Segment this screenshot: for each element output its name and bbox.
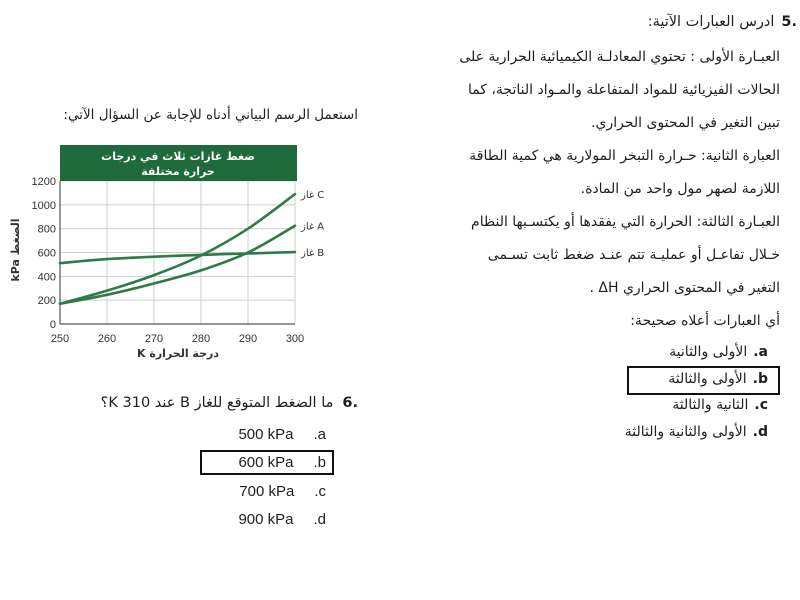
statement-line: العبارة الثانية: حـرارة التبخر المولارية هي كمية الطاقة: [469, 148, 780, 164]
option-text: الأولى والثانية والثالثة: [624, 424, 747, 441]
option-label: .b: [313, 454, 326, 472]
series-label: غاز C: [301, 190, 325, 202]
option-label: .b: [752, 370, 768, 387]
question-5-number: 5.: [781, 14, 797, 30]
statement-line: خـلال تفاعـل أو عمليـة تتم عنـد ضغط ثابت تسـمى: [487, 247, 780, 263]
x-tick-label: 250: [50, 333, 70, 345]
series-line: [60, 194, 295, 304]
answer-highlight-box: [627, 366, 780, 395]
y-tick-label: 200: [37, 295, 56, 308]
y-tick-label: 600: [37, 247, 56, 260]
gas-pressure-chart: [0, 140, 400, 370]
statement-line: تبين التغير في المحتوى الحراري.: [591, 115, 780, 131]
series-label: غاز A: [301, 221, 325, 233]
option-text: 700 kPa: [239, 482, 295, 500]
question-6-text: ما الضغط المتوقع للغاز B عند 310 K؟: [100, 395, 334, 411]
option-label: .d: [752, 424, 768, 441]
y-tick-label: 1200: [31, 176, 56, 188]
option-label: .d: [313, 510, 326, 528]
question-6-header: [101, 392, 358, 414]
question-6-options: [238, 421, 326, 534]
x-tick-label: 270: [144, 333, 164, 345]
chart-legend: [300, 190, 324, 259]
series-line: [60, 252, 295, 263]
option-d: [625, 419, 768, 446]
x-tick-label: 290: [238, 333, 258, 345]
question-5-title: ادرس العبارات الآتية:: [647, 14, 775, 30]
question-5-statements: [400, 41, 780, 338]
statement-line: الحالات الفيزيائية للمواد المتفاعلة والمـواد الناتجة، كما: [467, 82, 780, 98]
chart-title-line-1: ضغط غازات ثلاث في درجات: [101, 150, 255, 163]
series-label: غاز B: [301, 248, 325, 260]
option-c: [625, 392, 768, 419]
option-text: الأولى والثالثة: [668, 370, 747, 387]
option-c: [238, 478, 326, 506]
question-5-header: [648, 11, 797, 33]
option-a: [238, 421, 326, 449]
option-text: الأولى والثانية: [669, 344, 748, 360]
option-text: 600 kPa: [238, 454, 294, 472]
option-label: .c: [314, 482, 326, 500]
y-tick-label: 1000: [31, 199, 56, 212]
x-tick-label: 280: [191, 333, 211, 345]
chart-curves: [60, 194, 295, 304]
statement-line: العبـارة الأولى : تحتوي المعادلـة الكيميائية الحرارية على: [459, 49, 780, 65]
question-5-prompt: أي العبارات أعلاه صحيحة:: [630, 313, 780, 329]
x-tick-label: 300: [285, 333, 305, 345]
statement-line: التغير في المحتوى الحراري ΔH .: [589, 280, 780, 296]
option-text: الثانية والثالثة: [672, 397, 749, 414]
graph-instruction: استعمل الرسم البياني أدناه للإجابة عن السؤال الآتي:: [63, 107, 358, 123]
statement-line: اللازمة لصهر مول واحد من المادة.: [580, 181, 780, 197]
y-tick-label: 400: [37, 271, 56, 284]
statement-line: العبـارة الثالثة: الحرارة التي يفقدها أو يكتسـبها النظام: [471, 214, 780, 230]
chart-title-line-2: حرارة مختلفة: [141, 165, 215, 178]
option-label: .a: [753, 344, 768, 360]
option-a: [625, 339, 768, 366]
chart-ticks: [32, 176, 305, 345]
y-tick-label: 800: [37, 223, 56, 236]
x-tick-label: 260: [97, 333, 117, 345]
x-axis-label: درجة الحرارة K: [136, 347, 220, 360]
option-d: [238, 506, 326, 534]
option-label: .c: [754, 397, 768, 414]
y-axis-label: الضغط kPa: [9, 218, 22, 282]
option-text: 500 kPa: [238, 426, 294, 443]
option-text: 900 kPa: [238, 510, 294, 528]
answer-highlight-box: [200, 450, 334, 475]
question-6-number: 6.: [342, 395, 358, 411]
option-label: .a: [313, 426, 326, 443]
y-tick-label: 0: [49, 319, 56, 331]
